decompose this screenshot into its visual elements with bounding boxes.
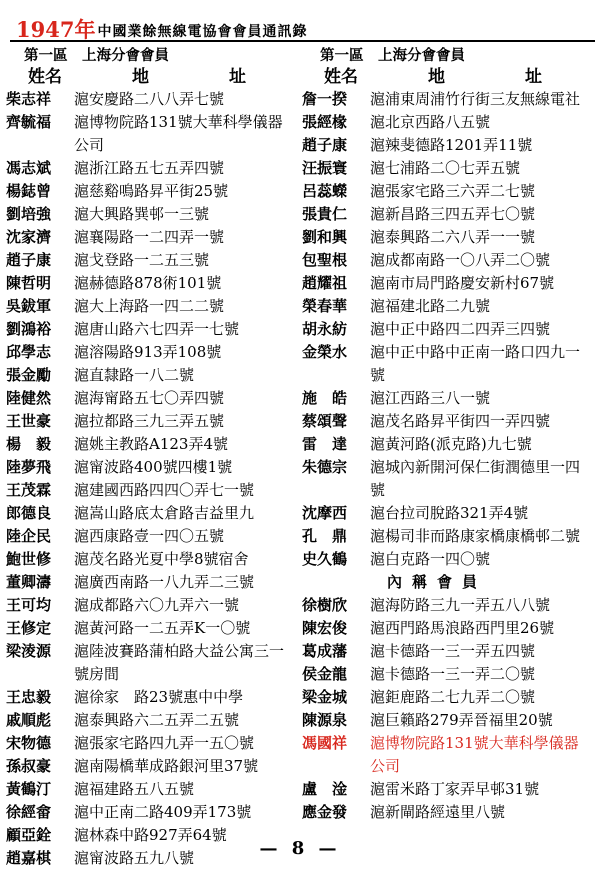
member-address: 滬赫德路878術101號 [74,274,222,292]
member-address: 滬廣西南路一八九弄二三號 [74,573,255,591]
right-section-title: 第一區 上海分會會員 [320,47,465,64]
member-name: 陳宏俊 [302,619,348,637]
member-address: 滬茂名路光夏中學8號宿舍 [74,550,249,568]
member-address: 滬大興路巽邨一三號 [74,205,210,223]
left-address-header-1: 地 [132,67,149,87]
member-row [6,180,296,203]
member-address: 滬泰興路六二五弄二五號 [74,711,240,729]
member-address: 滬巨籟路279弄晉福里20號 [370,711,553,729]
member-name: 史久鶴 [302,550,348,568]
member-row [302,433,592,456]
member-row [6,594,296,617]
member-name: 朱德宗 [302,458,348,476]
member-row [302,410,592,433]
member-name: 雷 達 [302,435,348,453]
member-name: 葛成藩 [302,642,348,660]
member-address: 滬浦東周浦竹行街三友無線電社 [370,90,581,108]
member-row [302,456,592,502]
page-header [10,6,595,42]
member-row [302,502,592,525]
member-address: 滬徐家 路23號惠中中學 [74,688,244,706]
member-name: 邱學志 [6,343,52,361]
member-row [302,111,592,134]
member-name: 榮春華 [302,297,348,315]
member-name: 張貴仁 [302,205,348,223]
member-name: 梁淩源 [6,642,52,660]
member-address: 滬卡德路一三一弄二〇號 [370,665,536,683]
member-address: 滬福建北路二九號 [370,297,491,315]
member-address: 滬拉都路三九三弄五號 [74,412,225,430]
member-name: 趙嘉棋 [6,849,52,867]
member-name: 施 皓 [302,389,348,407]
right-column [302,46,592,824]
member-name: 陸夢飛 [6,458,52,476]
member-name: 馮志斌 [6,159,52,177]
member-address: 滬慈谿鳴路昇平街25號 [74,182,229,200]
member-address: 滬姚主教路A123弄4號 [74,435,229,453]
member-address: 滬卡德路一三一弄五四號 [370,642,536,660]
member-address: 滬白克路一四〇號 [370,550,491,568]
member-name: 顧亞銓 [6,826,52,844]
member-name: 宋物德 [6,734,52,752]
member-name: 蔡頌聲 [302,412,348,430]
member-address: 滬海甯路五七〇弄四號 [74,389,225,407]
left-column [6,46,296,870]
member-row [302,249,592,272]
member-row [6,433,296,456]
member-row [6,364,296,387]
member-name: 呂蕊蠑 [302,182,348,200]
member-name: 柴志祥 [6,90,52,108]
member-address: 滬城內新開河保仁街潤德里一四號 [370,458,581,499]
right-address-header [388,66,592,88]
member-name: 陸健然 [6,389,52,407]
member-name: 張經椽 [302,113,348,131]
sub-member-list [302,594,592,824]
member-address: 滬成都南路一〇八弄二〇號 [370,251,551,269]
member-row [302,341,592,387]
member-name: 陸企民 [6,527,52,545]
right-member-list [302,88,592,571]
member-address: 滬林森中路927弄64號 [74,826,227,844]
member-row [302,272,592,295]
member-address: 滬北京西路八五號 [370,113,491,131]
left-member-list [6,88,296,870]
member-row [6,571,296,594]
member-address: 滬西康路壹一四〇五號 [74,527,225,545]
member-name: 齊毓福 [6,113,52,131]
member-name: 劉培強 [6,205,52,223]
member-address: 滬中正南二路409弄173號 [74,803,252,821]
member-name: 鮑世修 [6,550,52,568]
member-row [6,88,296,111]
member-row [6,778,296,801]
member-row [6,686,296,709]
member-name: 劉鴻裕 [6,320,52,338]
member-address: 滬海防路三九一弄五八八號 [370,596,551,614]
member-address: 滬新閘路經遠里八號 [370,803,506,821]
member-address: 滬中正中路中正南一路口四九一號 [370,343,581,384]
member-row [6,548,296,571]
member-row [302,180,592,203]
right-address-header-2: 址 [525,67,542,87]
member-row [6,732,296,755]
member-row [302,801,592,824]
member-name: 郎德良 [6,504,52,522]
right-address-header-1: 地 [428,67,445,87]
member-address: 滬福建路五八五號 [74,780,195,798]
member-address: 滬直隸路一八二號 [74,366,195,384]
member-address: 滬浙江路五七五弄四號 [74,159,225,177]
right-name-header: 姓名 [324,67,358,87]
member-row [6,387,296,410]
member-name: 王茂霖 [6,481,52,499]
member-name: 沈家濟 [6,228,52,246]
member-name: 王修定 [6,619,52,637]
member-address: 滬南市局門路慶安新村67號 [370,274,555,292]
member-address: 滬新昌路三四五弄七〇號 [370,205,536,223]
member-name: 陳源泉 [302,711,348,729]
member-name: 包聖根 [302,251,348,269]
member-address: 滬戈登路一二五三號 [74,251,210,269]
member-row [302,709,592,732]
member-name: 趙耀祖 [302,274,348,292]
member-address: 滬雷米路丁家弄早邨31號 [370,780,540,798]
member-address: 滬嵩山路底太倉路吉益里九 [74,504,255,522]
member-address: 滬襄陽路一二四弄一號 [74,228,225,246]
member-row [302,617,592,640]
member-row [6,617,296,640]
member-address: 滬泰興路二六八弄一一號 [370,228,536,246]
member-name: 馮國祥 [302,734,348,752]
member-name: 汪振寰 [302,159,348,177]
member-address: 滬溶陽路913弄108號 [74,343,222,361]
member-address: 滬唐山路六七四弄一七號 [74,320,240,338]
member-row [6,157,296,180]
member-address: 滬甯波路400號四樓1號 [74,458,233,476]
member-row [6,272,296,295]
member-name: 楊 毅 [6,435,52,453]
member-row [6,249,296,272]
member-address: 滬黃河路(派克路)九七號 [370,435,532,453]
member-address: 滬張家宅路三六弄二七號 [370,182,536,200]
member-row [302,318,592,341]
header-year: 1947年 [16,17,96,42]
member-name: 梁金城 [302,688,348,706]
member-row [6,203,296,226]
member-row [302,640,592,663]
right-column-headers [302,66,592,88]
member-row [6,755,296,778]
member-row [6,341,296,364]
member-address: 滬建國西路四四〇弄七一號 [74,481,255,499]
member-address: 滬西門路馬浪路西門里26號 [370,619,555,637]
member-name: 侯金龍 [302,665,348,683]
member-address: 滬辣斐德路1201弄11號 [370,136,533,154]
member-name: 陳哲明 [6,274,52,292]
member-name: 徐樹欣 [302,596,348,614]
member-row [6,640,296,686]
member-name: 趙子康 [302,136,348,154]
left-address-header [92,66,296,88]
member-address: 滬黃河路一二五弄K一〇號 [74,619,251,637]
member-name: 張金勵 [6,366,52,384]
member-name: 應金發 [302,803,348,821]
left-column-headers [6,66,296,88]
member-name: 沈摩西 [302,504,348,522]
member-name: 詹一揆 [302,90,348,108]
member-row [302,203,592,226]
member-row [302,387,592,410]
member-name: 胡永紡 [302,320,348,338]
member-name: 孫叔豪 [6,757,52,775]
member-name: 黃鶴汀 [6,780,52,798]
header-title: 中國業餘無線電協會會員通訊錄 [97,24,308,40]
member-row [302,295,592,318]
member-row [6,456,296,479]
member-name: 徐經畲 [6,803,52,821]
sub-section-title: 內稱會員 [386,573,487,591]
member-row [6,111,296,157]
member-row [302,663,592,686]
member-name: 戚順彪 [6,711,52,729]
member-address: 滬楊司非而路康家橋康橋邨二號 [370,527,581,545]
member-row [6,295,296,318]
member-name: 王忠毅 [6,688,52,706]
member-row [302,686,592,709]
member-row [6,479,296,502]
member-row [6,502,296,525]
page-number: — 8 — [259,838,341,859]
member-name: 金榮水 [302,343,348,361]
member-row [302,594,592,617]
member-address: 滬安慶路二八八弄七號 [74,90,225,108]
member-address: 滬陸波賽路蒲柏路大益公寓三一號房間 [74,642,285,683]
member-row [6,525,296,548]
member-row [302,88,592,111]
member-address: 滬南陽橋華成路銀河里37號 [74,757,259,775]
member-row [302,525,592,548]
member-name: 王世豪 [6,412,52,430]
member-row [6,410,296,433]
member-row [6,226,296,249]
member-name: 劉和興 [302,228,348,246]
member-row [6,318,296,341]
member-row [302,778,592,801]
member-address: 滬大上海路一四二二號 [74,297,225,315]
member-address: 滬張家宅路四九弄一五〇號 [74,734,255,752]
member-address: 滬甯波路五九八號 [74,849,195,867]
member-row [302,732,592,778]
member-name: 吳鈸軍 [6,297,52,315]
member-name: 董卿濤 [6,573,52,591]
member-row [6,801,296,824]
member-row [302,226,592,249]
member-row [302,548,592,571]
member-name: 趙子康 [6,251,52,269]
member-address: 滬中正中路四二四弄三四號 [370,320,551,338]
member-address: 滬七浦路二〇七弄五號 [370,159,521,177]
member-row [6,709,296,732]
left-name-header: 姓名 [28,67,62,87]
member-address: 滬茂名路昇平街四一弄四號 [370,412,551,430]
member-address: 滬成都路六〇九弄六一號 [74,596,240,614]
left-section-title: 第一區 上海分會會員 [24,47,169,64]
member-address: 滬博物院路131號大華科學儀器公司 [370,734,579,775]
member-name: 盧 淦 [302,780,348,798]
member-address: 滬江西路三八一號 [370,389,491,407]
member-row [302,134,592,157]
member-name: 王可均 [6,596,52,614]
member-row [302,157,592,180]
left-address-header-2: 址 [229,67,246,87]
member-address: 滬鉅鹿路二七九弄二〇號 [370,688,536,706]
member-name: 楊鋕曾 [6,182,52,200]
member-name: 孔 鼎 [302,527,348,545]
member-address: 滬台拉司脫路321弄4號 [370,504,529,522]
member-address: 滬博物院路131號大華科學儀器公司 [74,113,283,154]
